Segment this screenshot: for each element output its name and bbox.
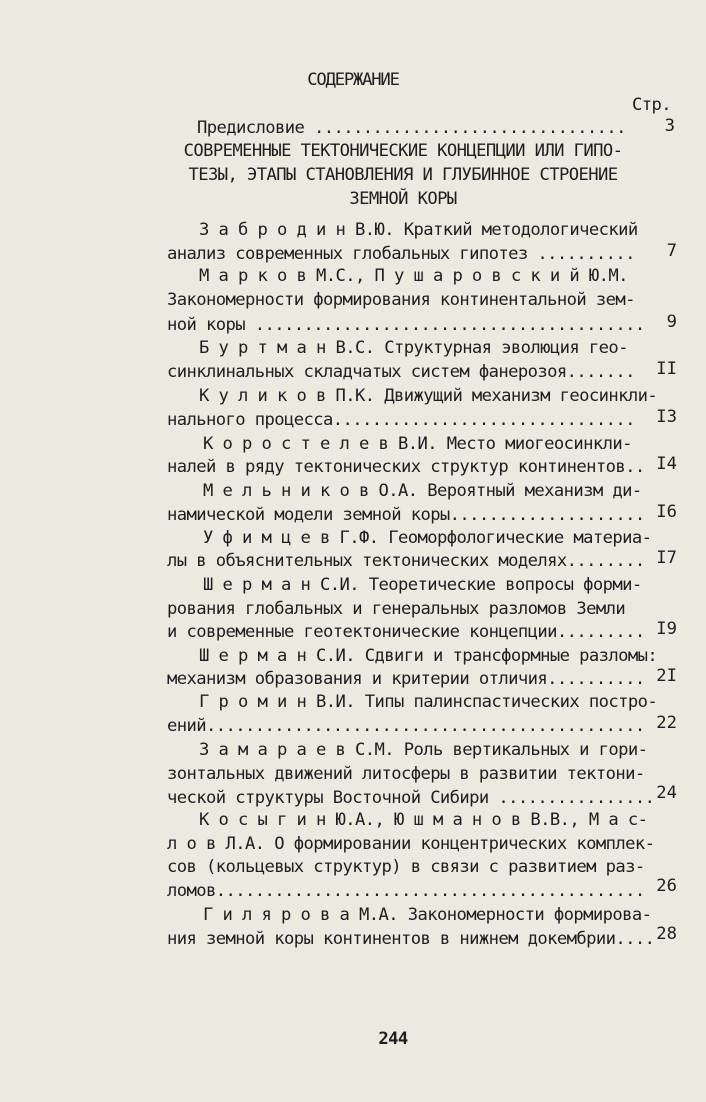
entry-page: 28 [656,924,677,944]
entry-line: синклинальных складчатых систем фанерозоя....... [167,362,635,382]
entry-page: 7 [666,241,677,261]
entry-line: М а р к о в М.С., П у ш а р о в с к и й Ю.М. [199,266,628,286]
page-title: СОДЕРЖАНИЕ [307,70,399,90]
entry-line: Предисловие ................................ [197,118,626,138]
entry-line: К о с ы г и н Ю.А., Ю ш м а н о в В.В., М а с- [199,810,648,830]
entry-line: К у л и к о в П.К. Движущий механизм геосинкли- [199,386,658,406]
page-number: 244 [378,1029,408,1049]
entry-page: I7 [656,548,677,568]
entry-page: I4 [656,454,677,474]
entry-page: 2I [656,666,677,686]
entry-line: Г р о м и н В.И. Типы палинспастических постро- [199,692,658,712]
entry-page: 22 [656,713,677,733]
entry-page: I6 [656,502,677,522]
entry-line: У ф и м ц е в Г.Ф. Геоморфологические материа- [203,528,652,548]
entry-page: 9 [666,312,677,332]
entry-page: I3 [656,407,677,427]
entry-line: К о р о с т е л е в В.И. Место миогеосинкли- [203,434,632,454]
entry-line: лы в объяснительных тектонических моделях........ [167,551,645,571]
heading-line: ТЕЗЫ, ЭТАПЫ СТАНОВЛЕНИЯ И ГЛУБИННОЕ СТРОЕНИЕ [188,165,618,185]
entry-line: Б у р т м а н В.С. Структурная эволюция гео- [199,338,628,358]
entry-line: Ш е р м а н С.И. Теоретические вопросы форми- [203,575,642,595]
entry-line: ломов............................................ [167,881,645,901]
entry-line: механизм образования и критерии отличия.......... [167,669,645,689]
entry-line: налей в ряду тектонических структур континентов.. [167,457,645,477]
entry-line: л о в Л.А. О формировании концентрических комплек- [167,834,655,854]
entry-line: анализ современных глобальных гипотез .......... [167,244,635,264]
heading-line: СОВРЕМЕННЫЕ ТЕКТОНИЧЕСКИЕ КОНЦЕПЦИИ ИЛИ ГИПО- [183,141,623,161]
entry-line: М е л ь н и к о в О.А. Вероятный механизм ди- [203,481,642,501]
entry-line: З а б р о д и н В.Ю. Краткий методологический [199,220,638,240]
entry-line: ческой структуры Восточной Сибири ................ [167,788,655,808]
entry-line: З а м а р а е в С.М. Роль вертикальных и гори- [199,740,648,760]
entry-line: рования глобальных и генеральных разломов Земли [167,599,626,619]
heading-line: ЗЕМНОЙ КОРЫ [349,189,457,209]
entry-line: ния земной коры континентов в нижнем докембрии.... [167,929,655,949]
entry-page: 24 [656,783,677,803]
entry-line: зонтальных движений литосферы в развитии тектони- [167,764,645,784]
entry-page: 3 [664,116,675,136]
entry-page: II [656,359,677,379]
entry-line: Закономерности формирования континентальной зем- [167,290,635,310]
entry-line: Ш е р м а н С.И. Сдвиги и трансформные разломы: [199,646,658,666]
page-column-header: Стр. [632,95,671,115]
entry-line: Г и л я р о в а М.А. Закономерности формирова- [203,905,652,925]
entry-page: I9 [656,619,677,639]
entry-line: ной коры ........................................ [167,315,645,335]
entry-page: 26 [656,876,677,896]
entry-line: нального процесса............................... [167,410,635,430]
entry-line: сов (кольцевых структур) в связи с развитием раз- [167,857,645,877]
entry-line: ений............................................. [167,716,645,736]
entry-line: и современные геотектонические концепции......... [167,622,645,642]
entry-line: намической модели земной коры.................... [167,505,645,525]
